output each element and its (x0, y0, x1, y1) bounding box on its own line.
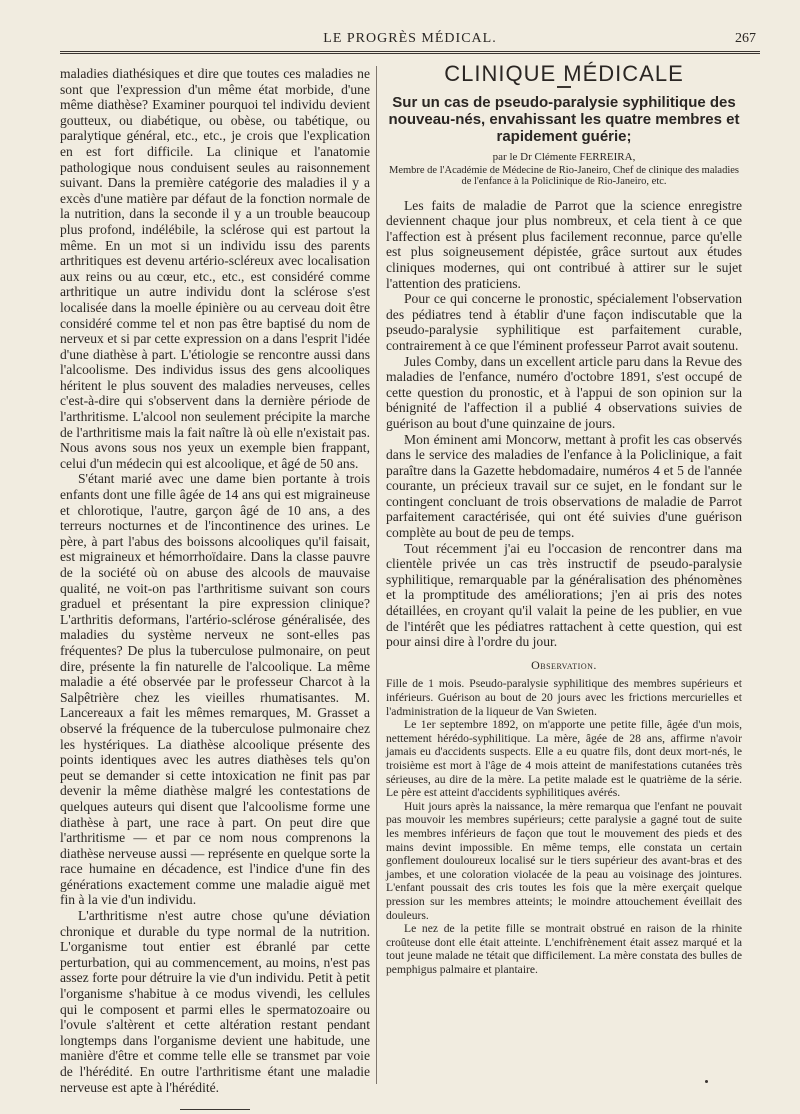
observation-paragraph: Le 1er septembre 1892, on m'apporte une petite fille, âgée d'un mois, nettement hérédo-syphilitique. La mère, âgée de 28 ans, affirme n'avoir jamais eu d'accidents suspects. Elle a eu quatre fils, dont deux mort-nés, le troisième est mort à l'âge de 4 mois atteint de manifestations cutanées très sérieuses, au dire de la mère. La petite malade est le quatrième de la série. Le père est atteint d'accidents syphilitiques avérés. (386, 718, 742, 800)
left-paragraph: maladies diathésiques et dire que toutes ces maladies ne sont que l'expression d'un même état morbide, d'une même diathèse? Examiner pourquoi tel individu devient goutteux, ou diabétique, ou obèse, ou tabétique, ou paralytique général, etc., etc., je crois que l'explication en est fort difficile. La clinique et l'anatomie pathologique nous conduisent seules au raisonnement suivant. Dans la première catégorie des maladies il y a excès d'une matière par défaut de la fonction normale de la nutrition, dans la seconde il y a un trouble beaucoup plus profond, indélébile, la sclérose qui est partout la même. En un mot si un individu issu des parents arthritiques est devenu artério-scléreux avec localisation aux reins ou au cœur, etc., etc., est considéré comme arthritique un autre individu dont la sclérose s'est localisée dans la moelle épinière ou au cerveau doit être considéré comme tel et non pas être baptisé du nom de nerveux et si par cette expression on a dans l'esprit l'idée d'une diathèse à part. L'étiologie se rencontre aussi dans l'alcoolisme. Des individus issus des gens alcooliques héritent le plus souvent des maladies nerveuses, celles c'est-à-dire qui s'observent dans la dernière période de l'arthritisme. L'alcool non seulement précipite la marche de l'arthritisme mais la fait naître là où elle n'existait pas. Nous avons sous nos yeux un exemple bien frappant, celui d'un médecin qui est alcoolique, et âgé de 50 ans. (60, 66, 370, 471)
article-title: Sur un cas de pseudo-paralysie syphilitique des nouveau-nés, envahissant les quatre membres et rapidement guérie; (388, 93, 740, 145)
right-column (386, 61, 742, 976)
page-number: 267 (735, 31, 756, 46)
right-paragraph: Mon éminent ami Moncorw, mettant à profit les cas observés dans le service des maladies de l'enfance à la Policlinique, a fait paraître dans la Gazette hebdomadaire, numéros 4 et 5 de l'année courante, un précieux travail sur ce sujet, en le fondant sur le contingent concluant de trois observations de maladie de Parrot parfaitement caractérisée, qui ont été suivies d'une guérison complète au bout de peu de temps. (386, 431, 742, 541)
running-title: LE PROGRÈS MÉDICAL. (323, 31, 497, 46)
right-paragraph: Jules Comby, dans un excellent article paru dans la Revue des maladies de l'enfance, numéro d'octobre 1891, s'est occupé de cette question du pronostic, et à l'appui de son opinion sur la bénignité de l'affection il a publié 4 observations suivies de guérison au bout d'une quinzaine de jours. (386, 353, 742, 431)
left-paragraph: L'arthritisme n'est autre chose qu'une déviation chronique et durable du type normal de la nutrition. L'organisme tout entier est ébranlé par cette perturbation, qui au commencement, au moins, n'est pas assez forte pour détruire la vie d'un individu. Petit à petit l'organisme s'habitue à ce modus vivendi, les cellules qui le composent et parmi elles le spermatozoaire ou l'ovule s'altèrent et cette altération restant pendant longtemps dans l'organisme devient une habitude, une manière d'être et comme telle elle se transmet par voie de l'hérédité. En outre l'arthritisme étant une maladie nerveuse est apte à l'hérédité. (60, 908, 370, 1095)
observation-paragraph: Fille de 1 mois. Pseudo-paralysie syphilitique des membres supérieurs et inférieurs. Guérison au bout de 20 jours avec les frictions mercurielles et l'administration de la liqueur de Van Swieten. (386, 677, 742, 718)
page-header (60, 29, 760, 54)
end-rule (180, 1109, 250, 1110)
right-paragraph: Tout récemment j'ai eu l'occasion de rencontrer dans ma clientèle privée un cas très instructif de pseudo-paralysie syphilitique, remarquable par la généralisation des phénomènes et la promptitude des améliorations; j'en ai pris des notes détaillées, en croyant qu'il valait la peine de les publier, en vue de l'intérêt que les pédiatres rattachent à cette question, qui est pour ainsi dire à l'ordre du jour. (386, 540, 742, 650)
byline: par le Dr Clémente FERREIRA, (492, 150, 636, 163)
right-paragraph: Pour ce qui concerne le pronostic, spécialement l'observation des pédiatres tend à établir d'une façon indiscutable que la pseudo-paralysie syphilitique est parfaitement curable, contrairement à ce que l'éminent professeur Parrot avait soutenu. (386, 291, 742, 353)
column-divider (376, 66, 377, 1084)
observation-body (386, 677, 742, 976)
ink-dot (705, 1080, 708, 1083)
observation-paragraph: Huit jours après la naissance, la mère remarqua que l'enfant ne pouvait pas mouvoir les membres supérieurs; cette paralysie a gagné tout de suite les membres inférieurs de façon que tout le mouvement des pieds et des mains devint impossible. En même temps, elle constata un certain gonflement douloureux localisé sur le tiers supérieur des avant-bras et des jambes, et une coloration violacée de la peau au voisinage des jointures. L'enfant poussait des cris toutes les fois que la mère exerçait quelque pression sur les membres atteints; le moindre attouchement éveillait des douleurs. (386, 799, 742, 922)
right-paragraph: Les faits de maladie de Parrot que la science enregistre deviennent chaque jour plus nombreux, et cela tient à ce que l'affection est à présent plus facilement reconnue, parce qu'elle est plus soigneusement dépistée, grâce surtout aux études cliniques modernes, qui ont contribué à attirer sur le sujet l'attention des praticiens. (386, 197, 742, 291)
observation-paragraph: Le nez de la petite fille se montrait obstrué en raison de la rhinite croûteuse dont elle était atteinte. L'enchifrènement était assez marqué et la tout jeune malade ne tétait que difficilement. La mère constata des bulles de pemphigus palmaire et plantaire. (386, 922, 742, 976)
section-title: CLINIQUE MÉDICALE (444, 61, 684, 86)
left-paragraph: S'étant marié avec une dame bien portante à trois enfants dont une fille âgée de 14 ans qui est migraineuse et chlorotique, l'autre, garçon âgé de 10 ans, a des terreurs nocturnes et de l'incontinence des urines. Le père, à part l'abus des boissons alcooliques qu'il faisait, est migraineux et hémorrhoïdaire. Dans la classe pauvre de la société où on abuse des alcools de mauvaise qualité, ne voit-on pas l'arthritisme suivant son cours graduel et présentant la pire expression clinique? L'arthritis deformans, l'artério-sclérose généralisée, des maladies du système nerveux ne sont-elles pas fréquentes? De plus la tuberculose pulmonaire, on peut dire, présente la fin naturelle de l'alcoolique. La même maladie a été observée par le professeur Charcot à la Salpêtrière chez les vieilles rhumatisantes. M. Lancereaux a fait les mêmes remarques, M. Grasset a observé la fréquence de la tuberculose pulmonaire chez les hystériques. La diathèse alcoolique présente des points identiques avec les autres diathèses tels qu'on peut se demander si cette intoxication ne finit pas par devenir la même diathèse malgré les contestations de quelques auteurs qui disent que l'alcoolisme forme une diathèse à part, une race à part. On peut dire que l'arthritisme — et par ce nom nous comprenons la diathèse nerveuse aussi — représente en quelque sorte la race humaine en décadence, est l'indice d'une fin des générations exactement comme une maladie aiguë met fin à la vie d'un individu. (60, 471, 370, 908)
left-column (60, 66, 370, 1110)
author-affiliation: Membre de l'Académie de Médecine de Rio-Janeiro, Chef de clinique des maladies de l'enfance à la Policlinique de Rio-Janeiro, etc. (388, 164, 739, 188)
observation-title: Observation. (531, 657, 597, 672)
